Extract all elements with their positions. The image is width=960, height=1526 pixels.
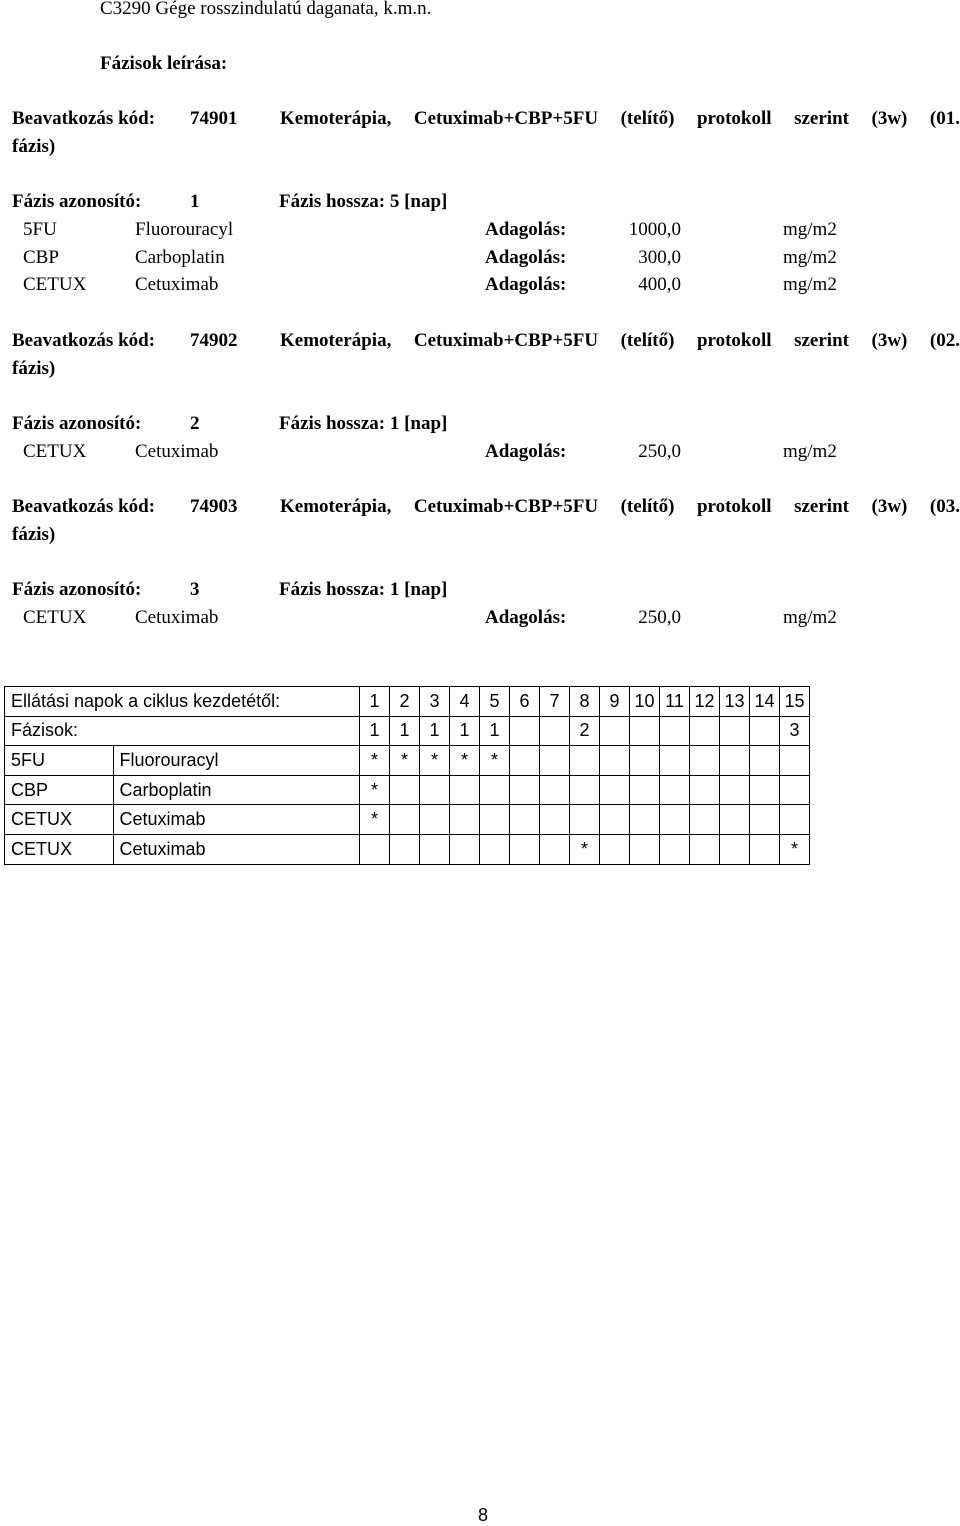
- dose-value: 250,0: [638, 441, 681, 462]
- mark-cell: [510, 775, 540, 805]
- mark-cell: [450, 834, 480, 864]
- phase-cell: [510, 716, 540, 746]
- phase-length-label: Fázis hossza:: [279, 191, 386, 212]
- mark-cell: [390, 775, 420, 805]
- mark-cell: [660, 805, 690, 835]
- dosage-label: Adagolás:: [485, 607, 567, 628]
- intervention-code-label: Beavatkozás kód:: [12, 330, 156, 351]
- mark-cell: [540, 746, 570, 776]
- drug-name: Fluorouracyl: [135, 219, 234, 240]
- dosage-label: Adagolás:: [485, 274, 567, 295]
- phase-cell: [690, 716, 720, 746]
- phase-length-value: 1 [nap]: [389, 413, 448, 434]
- intervention-description: Kemoterápia, Cetuximab+CBP+5FU (telítő) protokoll szerint (3w) (03.: [280, 496, 960, 517]
- day-cell: 10: [630, 687, 660, 717]
- mark-cell: [630, 775, 660, 805]
- schedule-drug-row: [5, 805, 810, 835]
- mark-cell: [360, 834, 390, 864]
- dose-unit: mg/m2: [783, 441, 837, 462]
- dose-value: 300,0: [638, 247, 681, 268]
- mark-cell: *: [360, 746, 390, 776]
- mark-cell: [630, 805, 660, 835]
- mark-cell: [510, 834, 540, 864]
- mark-cell: [390, 834, 420, 864]
- drug-abbr: CETUX: [5, 805, 114, 835]
- page-number: 8: [478, 1505, 489, 1525]
- mark-cell: [600, 834, 630, 864]
- mark-cell: [600, 746, 630, 776]
- phase-cell: [630, 716, 660, 746]
- day-cell: 6: [510, 687, 540, 717]
- page-header: C3290 Gége rosszindulatú daganata, k.m.n.: [100, 0, 432, 19]
- drug-abbr: CETUX: [23, 274, 87, 295]
- day-cell: 15: [780, 687, 810, 717]
- intervention-description-cont: fázis): [12, 136, 56, 157]
- phase-cell: 1: [420, 716, 450, 746]
- drug-name: Carboplatin: [135, 247, 225, 268]
- mark-cell: [780, 746, 810, 776]
- day-cell: 12: [690, 687, 720, 717]
- mark-cell: [510, 805, 540, 835]
- mark-cell: [630, 834, 660, 864]
- mark-cell: [450, 775, 480, 805]
- dose-unit: mg/m2: [783, 607, 837, 628]
- mark-cell: [750, 834, 780, 864]
- drug-name: Fluorouracyl: [113, 746, 359, 776]
- mark-cell: *: [450, 746, 480, 776]
- schedule-header-label: Ellátási napok a ciklus kezdetétől:: [5, 687, 360, 717]
- drug-abbr: CETUX: [23, 607, 87, 628]
- mark-cell: [720, 746, 750, 776]
- day-cell: 1: [360, 687, 390, 717]
- mark-cell: [390, 805, 420, 835]
- mark-cell: [690, 746, 720, 776]
- phase-cell: [540, 716, 570, 746]
- intervention-description: Kemoterápia, Cetuximab+CBP+5FU (telítő) protokoll szerint (3w) (02.: [280, 330, 960, 351]
- phase-id: 1: [190, 191, 200, 212]
- drug-abbr: 5FU: [23, 219, 57, 240]
- mark-cell: [570, 775, 600, 805]
- day-cell: 7: [540, 687, 570, 717]
- phase-cell: 1: [360, 716, 390, 746]
- drug-name: Cetuximab: [135, 607, 219, 628]
- phase-length: [279, 578, 447, 602]
- dose-unit: mg/m2: [783, 274, 837, 295]
- mark-cell: [780, 775, 810, 805]
- schedule-phases-row: [5, 716, 810, 746]
- mark-cell: [660, 775, 690, 805]
- dosage-label: Adagolás:: [485, 219, 567, 240]
- mark-cell: *: [480, 746, 510, 776]
- intervention-code-label: Beavatkozás kód:: [12, 108, 156, 129]
- mark-cell: [690, 775, 720, 805]
- drug-abbr: CETUX: [5, 834, 114, 864]
- phase-cell: 2: [570, 716, 600, 746]
- mark-cell: [420, 834, 450, 864]
- mark-cell: [540, 834, 570, 864]
- drug-abbr: 5FU: [5, 746, 114, 776]
- mark-cell: [480, 834, 510, 864]
- phase-cell: [720, 716, 750, 746]
- mark-cell: [660, 746, 690, 776]
- mark-cell: [690, 805, 720, 835]
- phase-cell: [600, 716, 630, 746]
- phase-id-label: Fázis azonosító:: [12, 191, 142, 212]
- day-cell: 8: [570, 687, 600, 717]
- dosage-label: Adagolás:: [485, 441, 567, 462]
- mark-cell: *: [780, 834, 810, 864]
- mark-cell: *: [570, 834, 600, 864]
- phase-length-label: Fázis hossza:: [279, 413, 386, 434]
- drug-abbr: CBP: [5, 775, 114, 805]
- phases-label: Fázisok:: [5, 716, 360, 746]
- day-cell: 14: [750, 687, 780, 717]
- mark-cell: [750, 805, 780, 835]
- phase-cell: 3: [780, 716, 810, 746]
- phase-id: 2: [190, 413, 200, 434]
- mark-cell: [540, 775, 570, 805]
- mark-cell: [720, 834, 750, 864]
- mark-cell: [540, 805, 570, 835]
- intervention-description-cont: fázis): [12, 358, 56, 379]
- phase-length-label: Fázis hossza:: [279, 579, 386, 600]
- day-cell: 5: [480, 687, 510, 717]
- phase-length: [279, 190, 447, 214]
- day-cell: 9: [600, 687, 630, 717]
- drug-abbr: CBP: [23, 247, 59, 268]
- mark-cell: [630, 746, 660, 776]
- dose-unit: mg/m2: [783, 219, 837, 240]
- schedule-table: [4, 686, 810, 865]
- mark-cell: [450, 805, 480, 835]
- mark-cell: [480, 805, 510, 835]
- mark-cell: [570, 746, 600, 776]
- schedule-drug-row: [5, 775, 810, 805]
- mark-cell: [660, 834, 690, 864]
- mark-cell: [720, 805, 750, 835]
- mark-cell: [750, 775, 780, 805]
- mark-cell: [720, 775, 750, 805]
- phase-length-value: 5 [nap]: [389, 191, 448, 212]
- day-cell: 2: [390, 687, 420, 717]
- mark-cell: [420, 775, 450, 805]
- mark-cell: [510, 746, 540, 776]
- intervention-code: 74901: [190, 108, 238, 129]
- day-cell: 4: [450, 687, 480, 717]
- mark-cell: [420, 805, 450, 835]
- phase-cell: 1: [480, 716, 510, 746]
- day-cell: 3: [420, 687, 450, 717]
- drug-name: Cetuximab: [113, 805, 359, 835]
- phase-cell: 1: [450, 716, 480, 746]
- dose-unit: mg/m2: [783, 247, 837, 268]
- dosage-label: Adagolás:: [485, 247, 567, 268]
- dose-value: 1000,0: [628, 219, 681, 240]
- intervention-code: 74903: [190, 496, 238, 517]
- phase-length-value: 1 [nap]: [389, 579, 448, 600]
- mark-cell: *: [420, 746, 450, 776]
- mark-cell: *: [360, 775, 390, 805]
- mark-cell: [750, 746, 780, 776]
- phase-cell: [660, 716, 690, 746]
- mark-cell: [780, 805, 810, 835]
- schedule-drug-row: [5, 834, 810, 864]
- mark-cell: *: [360, 805, 390, 835]
- phase-id-label: Fázis azonosító:: [12, 413, 142, 434]
- day-cell: 11: [660, 687, 690, 717]
- phase-id-label: Fázis azonosító:: [12, 579, 142, 600]
- intervention-code-label: Beavatkozás kód:: [12, 496, 156, 517]
- mark-cell: *: [390, 746, 420, 776]
- intervention-description-cont: fázis): [12, 524, 56, 545]
- section-title: Fázisok leírása:: [100, 53, 228, 74]
- drug-name: Cetuximab: [135, 441, 219, 462]
- schedule-drug-row: [5, 746, 810, 776]
- phase-cell: [750, 716, 780, 746]
- schedule-header-row: [5, 687, 810, 717]
- intervention-description: Kemoterápia, Cetuximab+CBP+5FU (telítő) protokoll szerint (3w) (01.: [280, 108, 960, 129]
- mark-cell: [600, 775, 630, 805]
- drug-name: Carboplatin: [113, 775, 359, 805]
- phase-cell: 1: [390, 716, 420, 746]
- mark-cell: [480, 775, 510, 805]
- mark-cell: [570, 805, 600, 835]
- dose-value: 250,0: [638, 607, 681, 628]
- drug-name: Cetuximab: [135, 274, 219, 295]
- phase-length: [279, 412, 447, 436]
- mark-cell: [690, 834, 720, 864]
- day-cell: 13: [720, 687, 750, 717]
- drug-name: Cetuximab: [113, 834, 359, 864]
- intervention-code: 74902: [190, 330, 238, 351]
- dose-value: 400,0: [638, 274, 681, 295]
- phase-id: 3: [190, 579, 200, 600]
- mark-cell: [600, 805, 630, 835]
- drug-abbr: CETUX: [23, 441, 87, 462]
